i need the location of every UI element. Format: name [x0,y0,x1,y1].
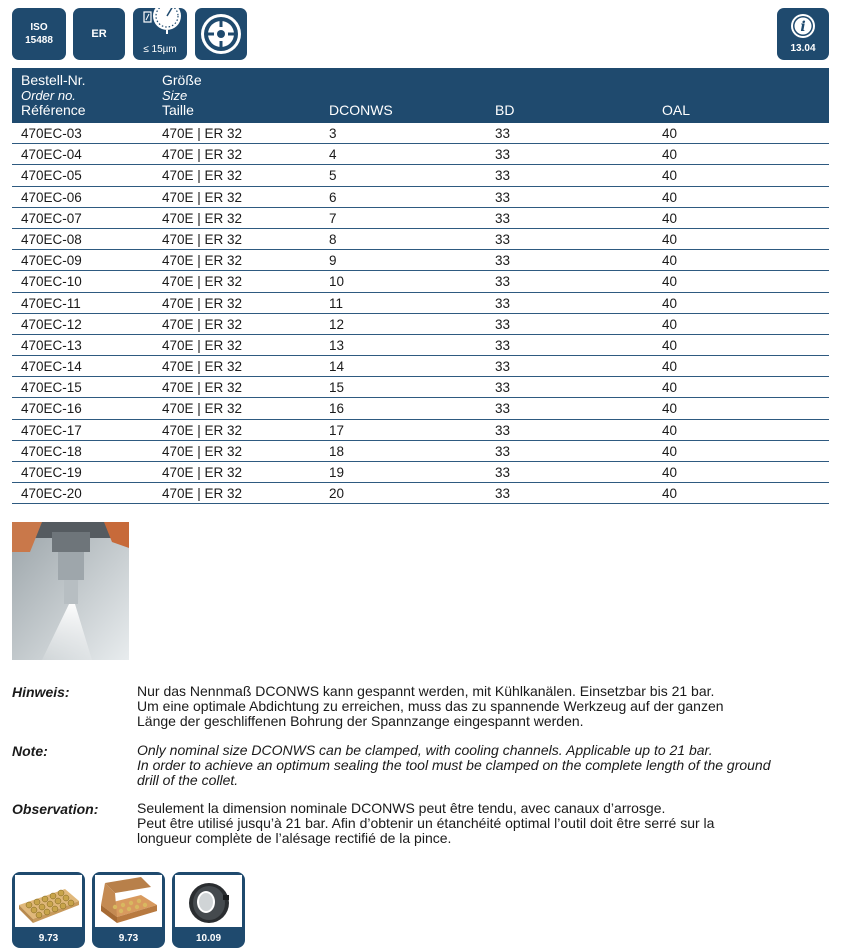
cell-dconws: 14 [329,359,345,375]
cell-dconws: 19 [329,465,345,480]
cell-order-no: 470EC-11 [21,295,81,311]
header-de: Größe [162,72,202,88]
cell-order-no: 470EC-10 [21,274,82,290]
note-line: drill of the collet. [137,772,239,788]
note-text-en [137,743,827,788]
coolant-collet-icon [199,12,243,56]
cell-size: 470E | ER 32 [162,253,243,269]
accessory-ref: 10.09 [195,933,222,944]
cell-oal: 40 [662,231,678,247]
cell-size: 470E | ER 32 [162,126,243,141]
iso-label: ISO [30,22,48,33]
cell-order-no: 470EC-19 [21,465,82,480]
table-row [12,356,829,377]
table-row [12,420,829,441]
cell-bd: 33 [495,443,511,459]
cell-dconws: 4 [329,147,337,163]
info-page-ref: 13.04 [790,43,816,54]
cell-size: 470E | ER 32 [162,401,243,417]
cell-dconws: 9 [329,253,337,269]
note-line: Um eine optimale Abdichtung zu erreichen, muss das zu spannende Werkzeug auf der ganzen [137,698,724,714]
cell-bd: 33 [495,422,511,438]
cell-oal: 40 [662,359,678,375]
cell-order-no: 470EC-09 [21,253,82,269]
header-de: Bestell-Nr. [21,72,86,88]
note-line: longueur complète de l’alésage rectifié de la pince. [137,830,452,846]
cell-bd: 33 [495,337,511,353]
cell-order-no: 470EC-04 [21,147,82,163]
cell-oal: 40 [662,210,678,226]
cell-size: 470E | ER 32 [162,189,243,205]
cell-oal: 40 [662,274,678,290]
cell-oal: 40 [662,168,678,184]
note-line: Nur das Nennmaß DCONWS kann gespannt werden, mit Kühlkanälen. Einsetzbar bis 21 bar. [137,683,715,699]
cell-size: 470E | ER 32 [162,359,243,375]
col-order-no-header [21,73,86,118]
cell-dconws: 16 [329,401,345,417]
iso-standard-badge [12,8,66,60]
table-row [12,123,829,144]
note-line: Länge der geschliffenen Bohrung der Spannzange eingespannt werden. [137,713,584,729]
cell-oal: 40 [662,147,678,163]
note-line: Peut être utilisé jusqu’à 21 bar. Afin d’obtenir un étanchéité optimal l’outil doit être serré sur la [137,815,715,831]
cell-size: 470E | ER 32 [162,486,243,502]
er-label: ER [91,28,107,40]
header-fr: Référence [21,102,86,118]
coolant-spray-photo [12,522,129,660]
cell-bd: 33 [495,380,511,396]
header-en: Order no. [21,88,76,103]
cell-order-no: 470EC-08 [21,231,82,247]
cell-order-no: 470EC-06 [21,189,82,205]
note-label-fr: Observation: [12,801,99,817]
cell-dconws: 20 [329,486,345,502]
cell-order-no: 470EC-07 [21,210,82,226]
cell-dconws: 13 [329,337,345,353]
col-dconws-header: DCONWS [329,102,393,118]
cell-order-no: 470EC-15 [21,380,82,396]
cell-dconws: 6 [329,189,337,205]
cell-order-no: 470EC-14 [21,359,82,375]
table-row [12,314,829,335]
cell-order-no: 470EC-05 [21,168,82,184]
cell-dconws: 3 [329,126,337,141]
runout-tolerance-badge [133,8,187,60]
cell-size: 470E | ER 32 [162,168,243,184]
cell-oal: 40 [662,253,678,269]
cell-size: 470E | ER 32 [162,316,243,332]
cell-bd: 33 [495,168,511,184]
cell-bd: 33 [495,189,511,205]
accessory-ref: 9.73 [118,933,139,944]
collet-set-icon [15,875,82,927]
table-header [12,68,829,123]
table-row [12,165,829,186]
info-icon [790,13,816,39]
table-row [12,144,829,165]
cell-size: 470E | ER 32 [162,465,243,480]
cell-order-no: 470EC-03 [21,126,82,141]
cell-size: 470E | ER 32 [162,337,243,353]
note-label-de: Hinweis: [12,684,70,700]
cell-bd: 33 [495,316,511,332]
accessory-collet-set[interactable] [12,872,85,948]
cell-order-no: 470EC-18 [21,443,82,459]
cell-oal: 40 [662,465,678,480]
cell-bd: 33 [495,359,511,375]
cell-dconws: 8 [329,231,337,247]
accessory-collet-box[interactable] [92,872,165,948]
cell-oal: 40 [662,401,678,417]
table-row [12,208,829,229]
cell-oal: 40 [662,486,678,502]
tolerance-label: ≤ 15µm [143,44,177,55]
cell-bd: 33 [495,147,511,163]
table-row [12,229,829,250]
cell-size: 470E | ER 32 [162,274,243,290]
cell-bd: 33 [495,486,511,502]
cell-dconws: 11 [329,295,344,311]
table-row [12,335,829,356]
cell-order-no: 470EC-16 [21,401,82,417]
cell-size: 470E | ER 32 [162,380,243,396]
svg-text:i: i [800,19,806,35]
cell-order-no: 470EC-20 [21,486,82,502]
note-line: Seulement la dimension nominale DCONWS peut être tendu, avec canaux d’arrosge. [137,800,666,816]
iso-number: 15488 [25,35,53,46]
note-label-en: Note: [12,743,48,759]
cell-order-no: 470EC-13 [21,337,82,353]
cell-size: 470E | ER 32 [162,443,243,459]
table-row [12,271,829,292]
clamping-nut-icon [175,875,242,927]
coolant-collet-badge [195,8,247,60]
cell-bd: 33 [495,231,511,247]
col-bd-header: BD [495,102,515,118]
cell-oal: 40 [662,337,678,353]
cell-oal: 40 [662,380,678,396]
collet-box-icon [95,875,162,927]
cell-size: 470E | ER 32 [162,231,243,247]
col-size-header [162,73,202,118]
cell-dconws: 12 [329,316,345,332]
table-row [12,462,829,483]
table-row [12,377,829,398]
cell-order-no: 470EC-17 [21,422,82,438]
cell-oal: 40 [662,422,678,438]
cell-bd: 33 [495,253,511,269]
cell-oal: 40 [662,189,678,205]
cell-size: 470E | ER 32 [162,210,243,226]
cell-oal: 40 [662,126,678,141]
table-row [12,441,829,462]
accessory-ref: 9.73 [38,933,59,944]
cell-bd: 33 [495,126,511,141]
cell-order-no: 470EC-12 [21,316,82,332]
table-row [12,187,829,208]
accessory-clamping-nut[interactable] [172,872,245,948]
cell-bd: 33 [495,401,511,417]
er-collet-badge [73,8,125,60]
cell-dconws: 10 [329,274,345,290]
cell-oal: 40 [662,443,678,459]
table-row [12,398,829,419]
header-fr: Taille [162,102,194,118]
cell-dconws: 17 [329,422,345,438]
cell-size: 470E | ER 32 [162,295,243,311]
cell-bd: 33 [495,465,511,480]
cell-size: 470E | ER 32 [162,422,243,438]
table-row [12,250,829,271]
cell-bd: 33 [495,295,511,311]
cell-oal: 40 [662,295,678,311]
cell-dconws: 15 [329,380,345,396]
cell-size: 470E | ER 32 [162,147,243,163]
note-text-fr [137,801,827,846]
cell-dconws: 5 [329,168,337,184]
note-text-de [137,684,827,729]
table-row [12,483,829,504]
table-body [12,123,829,504]
cell-bd: 33 [495,210,511,226]
cell-bd: 33 [495,274,511,290]
col-oal-header: OAL [662,102,691,118]
note-line: Only nominal size DCONWS can be clamped, with cooling channels. Applicable up to 21 bar. [137,742,713,758]
header-en: Size [162,88,188,103]
cell-dconws: 18 [329,443,345,459]
cell-dconws: 7 [329,210,337,226]
cell-oal: 40 [662,316,678,332]
table-row [12,293,829,314]
note-line: In order to achieve an optimum sealing the tool must be clamped on the complete length of the ground [137,757,771,773]
info-badge[interactable] [777,8,829,60]
runout-gauge-icon [135,8,185,42]
